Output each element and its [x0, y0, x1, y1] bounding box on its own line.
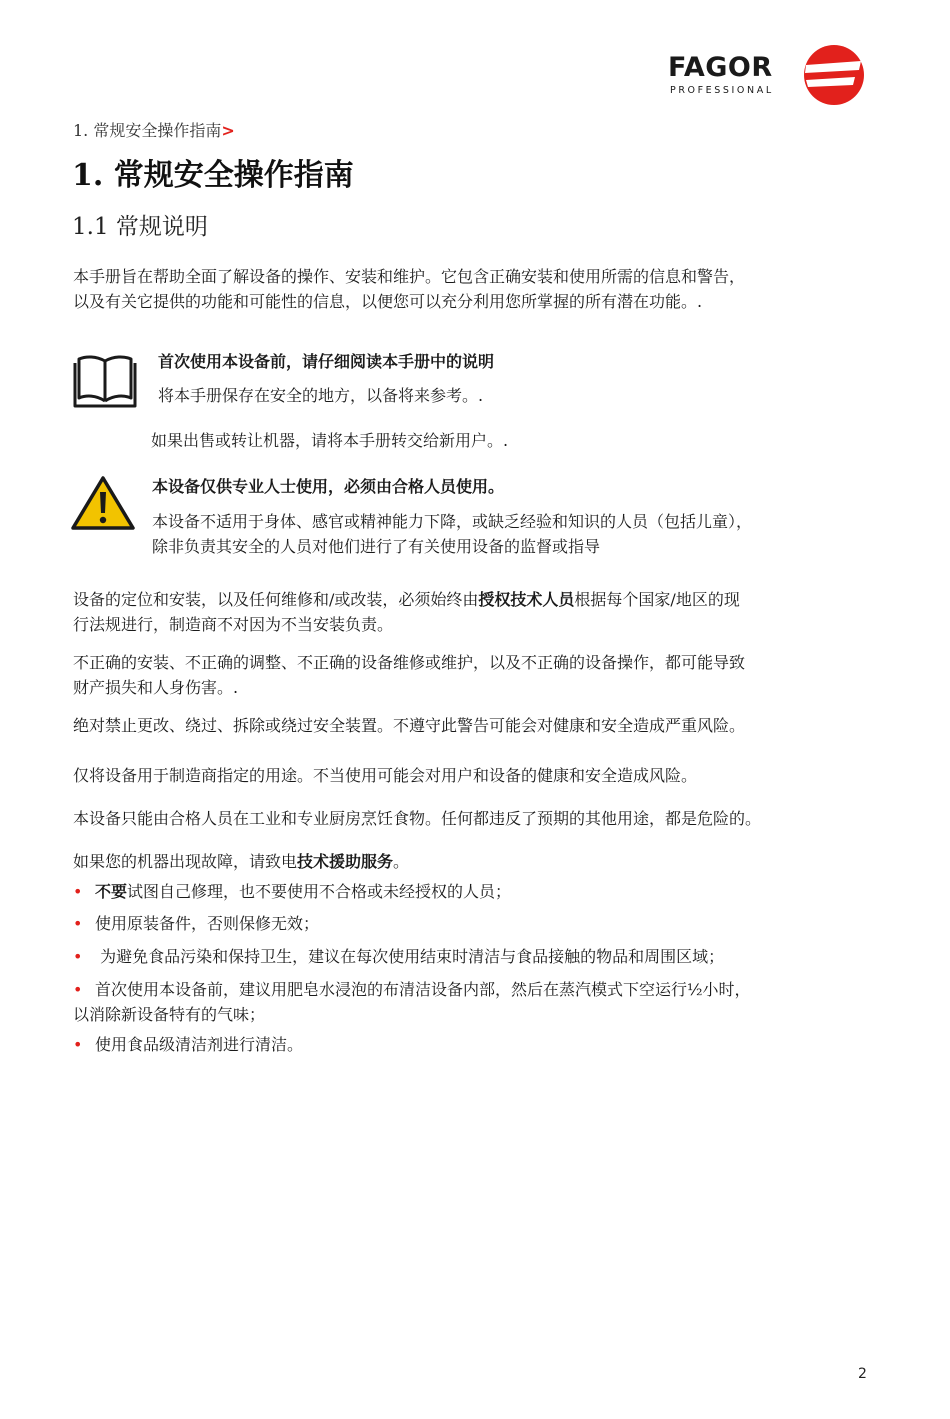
bullet-5-text: 使用食品级清洁剂进行清洁。	[95, 1035, 304, 1054]
intended-use-line: 仅将设备用于制造商指定的用途。不当使用可能会对用户和设备的健康和安全造成风险。	[73, 766, 698, 785]
list-item	[73, 911, 319, 936]
bullet-4-text-line-1: 首次使用本设备前，建议用肥皂水浸泡的布清洁设备内部，然后在蒸汽模式下空运行½小时，	[95, 980, 751, 999]
section-title: 1. 常规安全操作指南	[72, 158, 354, 193]
professional-notice-line-1: 本设备不适用于身体、感官或精神能力下降，或缺乏经验和知识的人员（包括儿童），	[152, 512, 753, 531]
breadcrumb-text: 1. 常规安全操作指南	[73, 121, 222, 140]
intro-paragraph	[73, 264, 878, 314]
fault-paragraph	[73, 849, 878, 874]
install-text-bold: 授权技术人员	[478, 590, 575, 609]
fault-text-post: 。	[393, 852, 410, 871]
damage-line-1: 不正确的安装、不正确的调整、不正确的设备维修或维护，以及不正确的设备操作，都可能导致	[73, 653, 746, 672]
install-text-post: 根据每个国家/地区的现	[574, 590, 740, 609]
bullet-icon: •	[73, 1035, 83, 1054]
bullet-1-text: 试图自己修理，也不要使用不合格或未经授权的人员；	[127, 882, 512, 901]
logo-wordmark: FAGOR	[668, 52, 773, 83]
breadcrumb[interactable]	[73, 118, 235, 141]
list-item	[73, 879, 511, 904]
install-line-2: 行法规进行，制造商不对因为不当安装负责。	[73, 615, 394, 634]
intro-line-1: 本手册旨在帮助全面了解设备的操作、安装和维护。它包含正确安装和使用所需的信息和警告，	[73, 267, 746, 286]
bullet-icon: •	[73, 980, 83, 999]
bullet-4-text-line-2: 以消除新设备特有的气味；	[73, 1005, 266, 1024]
safety-paragraph	[73, 713, 878, 738]
install-line-1	[73, 587, 878, 612]
cooking-paragraph	[73, 806, 878, 831]
intended-use-paragraph	[73, 763, 878, 788]
warning-icon	[70, 475, 136, 531]
breadcrumb-separator-icon: >	[221, 121, 235, 140]
bullet-2-text: 使用原装备件，否则保修无效；	[95, 914, 320, 933]
intro-line-2: 以及有关它提供的功能和可能性的信息，以便您可以充分利用您所掌握的所有潜在功能。.	[73, 292, 703, 311]
professional-notice-line-2: 除非负责其安全的人员对他们进行了有关使用设备的监督或指导	[152, 537, 601, 556]
page-number: 2	[858, 1366, 867, 1382]
list-item	[73, 1032, 303, 1057]
fault-text-bold: 技术援助服务	[297, 852, 394, 871]
professional-notice-body	[152, 509, 752, 559]
bullet-1-bold: 不要	[95, 882, 128, 901]
fagor-logo	[668, 44, 868, 108]
damage-line-2: 财产损失和人身伤害。.	[73, 678, 239, 697]
safety-line: 绝对禁止更改、绕过、拆除或绕过安全装置。不遵守此警告可能会对健康和安全造成严重风险。	[73, 716, 746, 735]
install-paragraph	[73, 587, 878, 637]
fault-text-pre: 如果您的机器出现故障，请致电	[73, 852, 298, 871]
bullet-icon: •	[73, 947, 83, 966]
professional-notice-title: 本设备仅供专业人士使用，必须由合格人员使用。	[152, 477, 505, 496]
manual-notice-title: 首次使用本设备前，请仔细阅读本手册中的说明	[158, 352, 495, 371]
manual-notice-keep: 将本手册保存在安全的地方，以备将来参考。.	[158, 386, 484, 405]
install-text-pre: 设备的定位和安装，以及任何维修和/或改装，必须始终由	[73, 590, 479, 609]
bullet-icon: •	[73, 882, 83, 901]
subsection-title: 1.1 常规说明	[72, 214, 208, 240]
bullet-3-text: 为避免食品污染和保持卫生，建议在每次使用结束时清洁与食品接触的物品和周围区域；	[95, 947, 725, 966]
logo-subtitle: PROFESSIONAL	[670, 85, 774, 96]
list-item	[73, 977, 751, 1027]
book-icon	[72, 352, 138, 410]
damage-paragraph	[73, 650, 878, 700]
list-item	[73, 944, 724, 969]
fagor-logo-mark-icon	[803, 44, 865, 106]
fault-line	[73, 849, 878, 874]
cooking-line: 本设备只能由合格人员在工业和专业厨房烹饪食物。任何都违反了预期的其他用途，都是危险的。	[73, 809, 762, 828]
bullet-icon: •	[73, 914, 83, 933]
manual-notice-transfer: 如果出售或转让机器，请将本手册转交给新用户。.	[151, 431, 509, 450]
